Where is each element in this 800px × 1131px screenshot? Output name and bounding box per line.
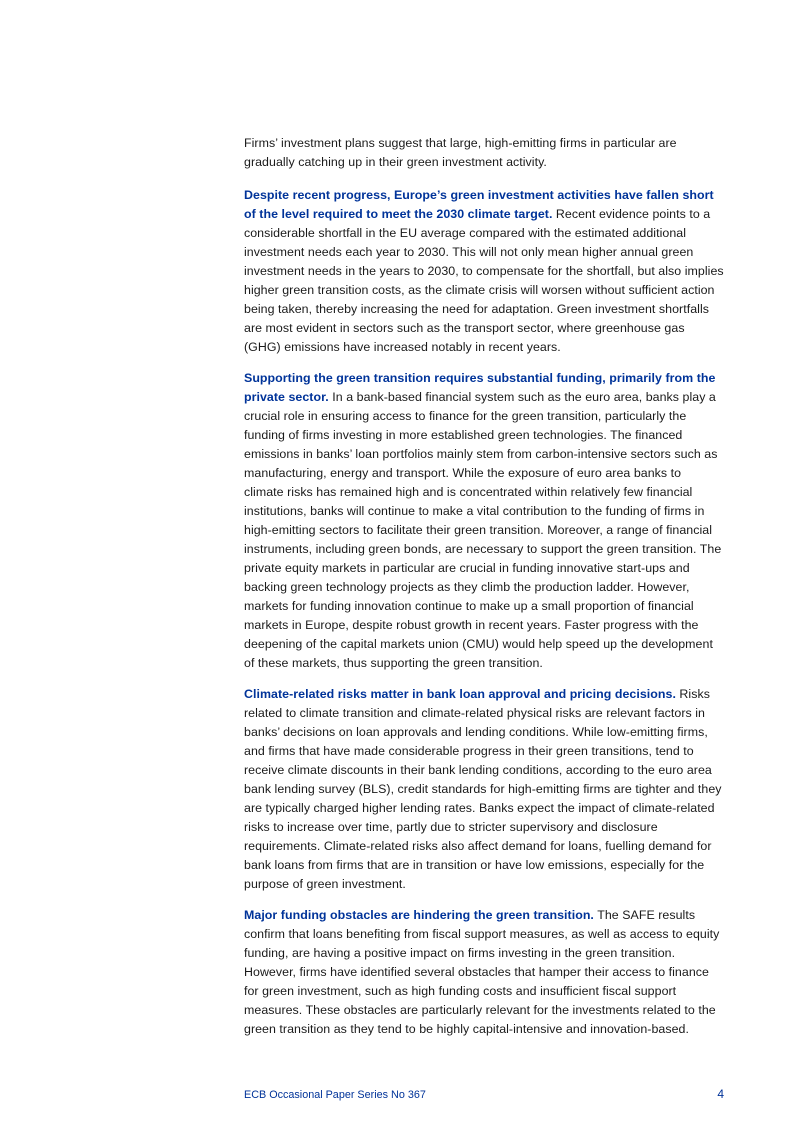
page-footer xyxy=(244,1087,724,1101)
page-body xyxy=(244,134,724,1051)
paragraph-5 xyxy=(244,906,724,1039)
paragraph-4-text: Risks related to climate transition and climate-related physical risks are relevant factors in banks’ decisions on loan approvals and lending conditions. While low-emitting firms, and firms that have made considerable progress in their green transitions, tend to receive climate discounts in their bank lending conditions, according to the euro area bank lending survey (BLS), credit standards for high-emitting firms are tighter and they are typically charged higher lending rates. Banks expect the impact of climate-related risks to increase over time, partly due to stricter supervisory and disclosure requirements. Climate-related risks also affect demand for loans, fuelling demand for bank loans from firms that are in transition or have low emissions, especially for the purpose of green investment. xyxy=(244,687,722,891)
paragraph-1-text: Firms’ investment plans suggest that large, high-emitting firms in particular are gradually catching up in their green investment activity. xyxy=(244,136,677,169)
paragraph-4-lead: Climate-related risks matter in bank loan approval and pricing decisions. xyxy=(244,687,676,701)
paragraph-3 xyxy=(244,369,724,673)
paragraph-1 xyxy=(244,134,724,172)
paragraph-5-lead: Major funding obstacles are hindering the green transition. xyxy=(244,908,594,922)
paragraph-3-lead: Supporting the green transition requires substantial funding, primarily from the private sector. xyxy=(244,371,716,404)
page-number: 4 xyxy=(717,1087,724,1101)
paragraph-2 xyxy=(244,186,724,357)
footer-series-title: ECB Occasional Paper Series No 367 xyxy=(244,1089,426,1101)
paragraph-4 xyxy=(244,685,724,894)
paragraph-2-lead: Despite recent progress, Europe’s green investment activities have fallen short of the level required to meet the 2030 climate target. xyxy=(244,188,714,221)
paragraph-5-text: The SAFE results confirm that loans benefiting from fiscal support measures, as well as access to equity funding, are having a positive impact on firms investing in the green transition. However, firms have identified several obstacles that hamper their access to finance for green investment, such as high funding costs and insufficient fiscal support measures. These obstacles are particularly relevant for the investments related to the green transition as they tend to be highly capital-intensive and innovation-based. xyxy=(244,908,720,1036)
paragraph-3-text: In a bank-based financial system such as the euro area, banks play a crucial role in ensuring access to finance for the green transition, particularly the funding of firms investing in more established green technologies. The financed emissions in banks’ loan portfolios mainly stem from carbon-intensive sectors such as manufacturing, energy and transport. While the exposure of euro area banks to climate risks has remained high and is concentrated within relatively few financial institutions, banks will continue to make a vital contribution to the funding of firms in high-emitting sectors to facilitate their green transition. Moreover, a range of financial instruments, including green bonds, are necessary to support the green transition. The private equity markets in particular are crucial in funding innovative start-ups and backing green technology projects as they climb the production ladder. However, markets for funding innovation continue to make up a small proportion of financial markets in Europe, despite robust growth in recent years. Faster progress with the deepening of the capital markets union (CMU) would help speed up the development of these markets, thus supporting the green transition. xyxy=(244,390,722,670)
paragraph-2-text: Recent evidence points to a considerable shortfall in the EU average compared with the estimated additional investment needs each year to 2030. This will not only mean higher annual green investment needs in the years to 2030, to compensate for the shortfall, but also implies higher green transition costs, as the climate crisis will worsen without sufficient action being taken, thereby increasing the need for adaptation. Green investment shortfalls are most evident in sectors such as the transport sector, where greenhouse gas (GHG) emissions have increased notably in recent years. xyxy=(244,207,724,354)
